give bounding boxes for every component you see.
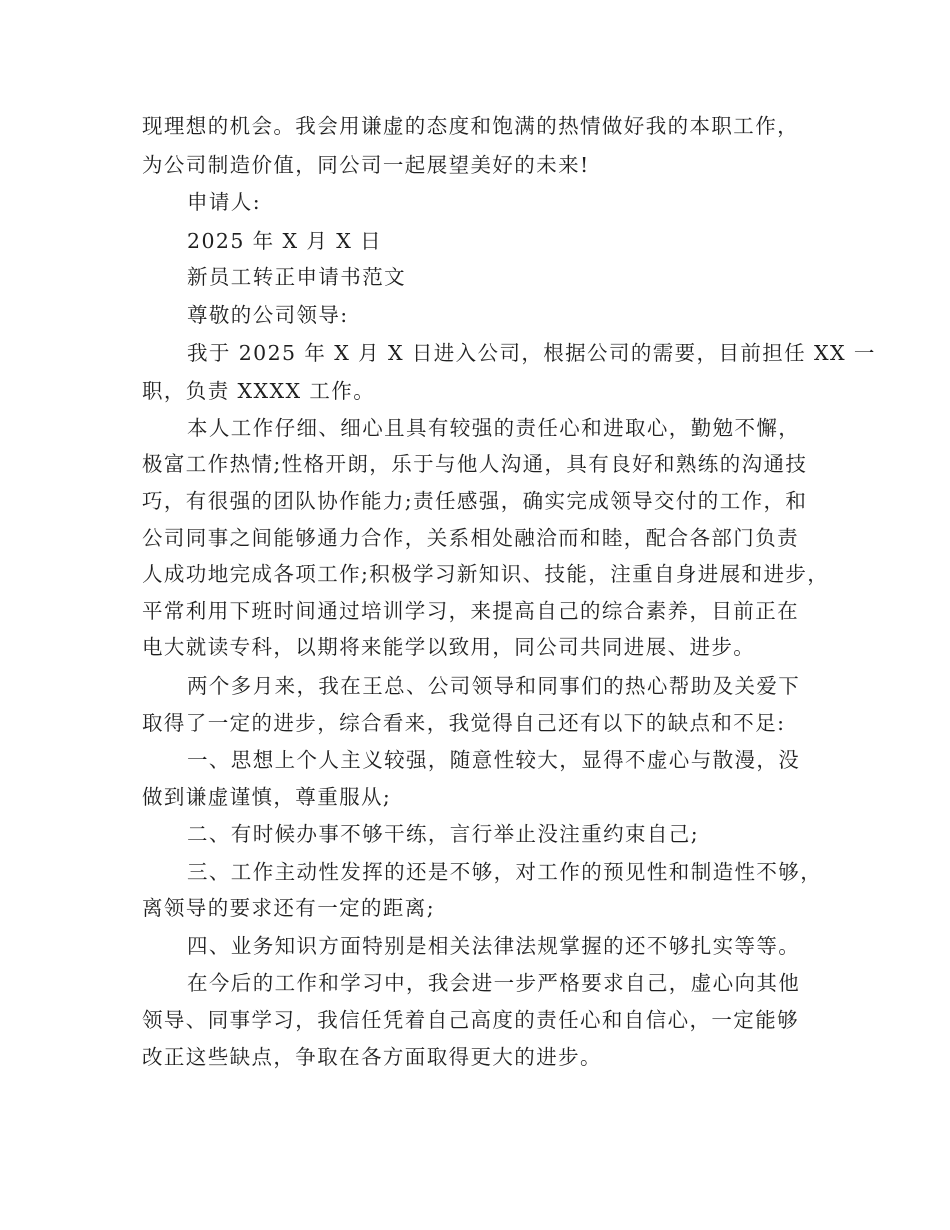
body-text-line: 巧，有很强的团队协作能力;责任感强，确实完成领导交付的工作，和 bbox=[142, 489, 808, 513]
list-item: 二、有时候办事不够干练，言行举止没注重约束自己; bbox=[187, 822, 700, 846]
body-text-line: 职，负责 XXXX 工作。 bbox=[142, 379, 376, 403]
list-item: 三、工作主动性发挥的还是不够，对工作的预见性和制造性不够， bbox=[187, 860, 823, 884]
body-text-line: 人成功地完成各项工作;积极学习新知识、技能，注重自身进展和进步， bbox=[142, 562, 830, 586]
body-text-line: 领导、同事学习，我信任凭着自己高度的责任心和自信心，一定能够 bbox=[142, 1008, 799, 1032]
body-text-line: 现理想的机会。我会用谦虚的态度和饱满的热情做好我的本职工作， bbox=[142, 114, 799, 138]
applicant-label: 申请人: bbox=[187, 190, 262, 214]
body-text-line: 公司同事之间能够通力合作，关系相处融洽而和睦，配合各部门负责 bbox=[142, 526, 799, 550]
list-item-continuation: 做到谦虚谨慎，尊重服从; bbox=[142, 785, 392, 809]
body-text-line: 在今后的工作和学习中，我会进一步严格要求自己，虚心向其他 bbox=[187, 971, 801, 995]
body-text-line: 电大就读专科，以期将来能学以致用，同公司共同进展、进步。 bbox=[142, 635, 756, 659]
body-text-line: 取得了一定的进步，综合看来，我觉得自己还有以下的缺点和不足: bbox=[142, 711, 786, 735]
body-text-line: 本人工作仔细、细心且具有较强的责任心和进取心，勤勉不懈， bbox=[187, 416, 801, 440]
list-item-continuation: 离领导的要求还有一定的距离; bbox=[142, 896, 436, 920]
body-text-line: 为公司制造价值，同公司一起展望美好的未来! bbox=[142, 153, 590, 177]
date-line: 2025 年 X 月 X 日 bbox=[187, 229, 383, 253]
body-text-line: 两个多月来，我在王总、公司领导和同事们的热心帮助及关爱下 bbox=[187, 674, 801, 698]
list-item: 四、业务知识方面特别是相关法律法规掌握的还不够扎实等等。 bbox=[187, 934, 801, 958]
section-title: 新员工转正申请书范文 bbox=[187, 265, 406, 289]
body-text-line: 极富工作热情;性格开朗，乐于与他人沟通，具有良好和熟练的沟通技 bbox=[142, 452, 808, 476]
body-text-line: 我于 2025 年 X 月 X 日进入公司，根据公司的需要，目前担任 XX 一 bbox=[187, 341, 876, 365]
body-text-line: 平常利用下班时间通过培训学习，来提高自己的综合素养，目前正在 bbox=[142, 599, 799, 623]
list-item: 一、思想上个人主义较强，随意性较大，显得不虚心与散漫，没 bbox=[187, 748, 801, 772]
body-text-line: 改正这些缺点，争取在各方面取得更大的进步。 bbox=[142, 1045, 602, 1069]
salutation: 尊敬的公司领导: bbox=[187, 303, 349, 327]
